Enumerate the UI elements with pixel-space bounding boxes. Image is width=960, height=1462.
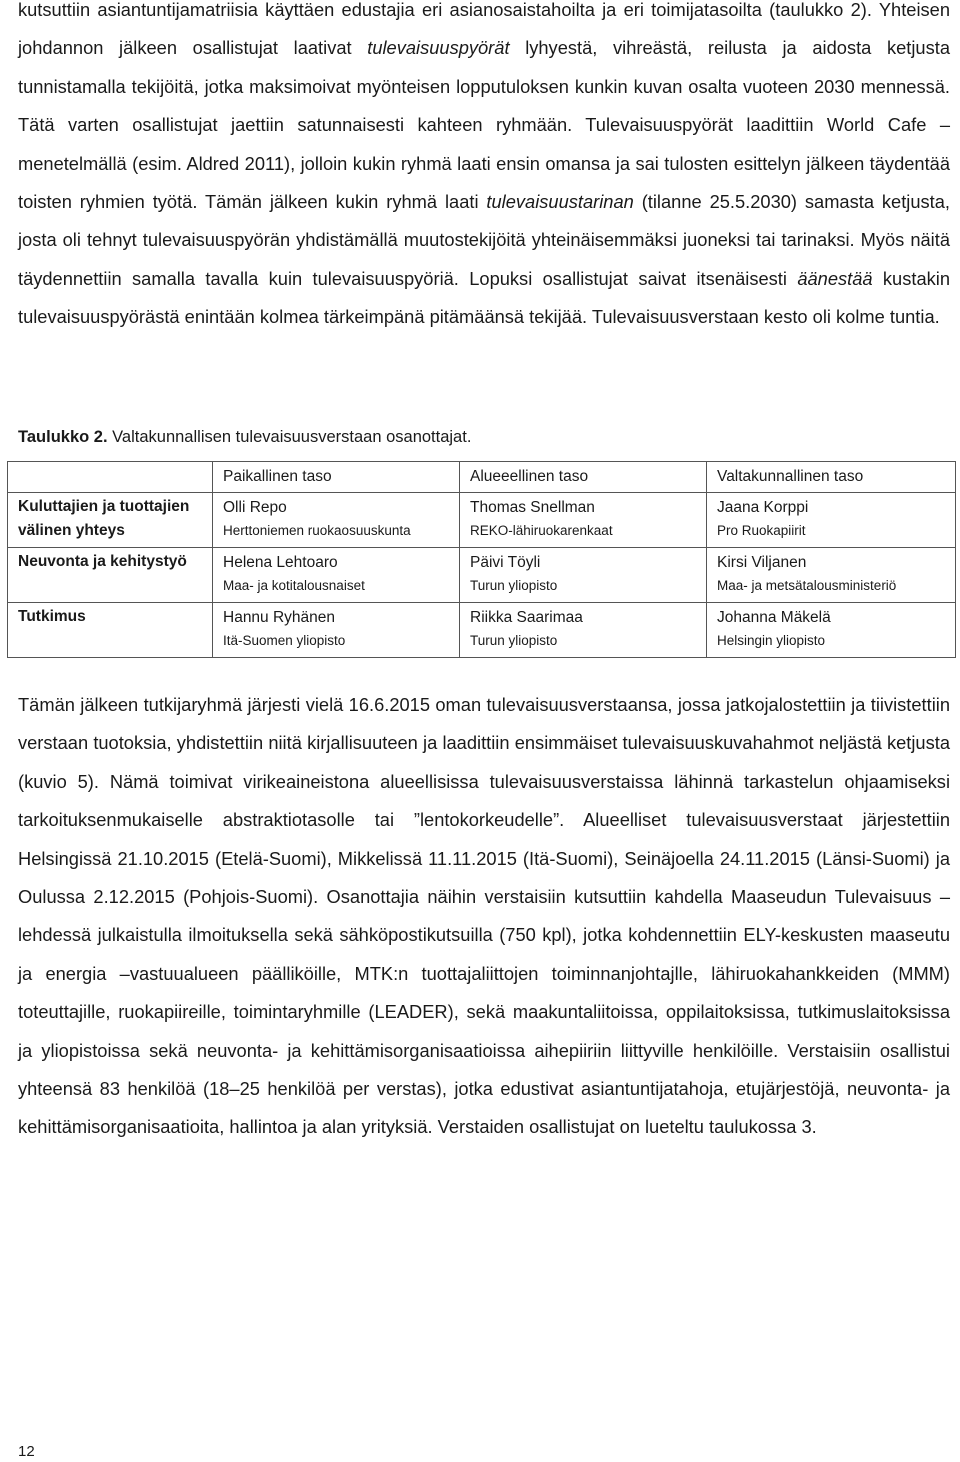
- person-name: Riikka Saarimaa: [470, 609, 583, 626]
- table-caption: [18, 425, 471, 449]
- table-cell: [707, 603, 956, 658]
- person-org: Maa- ja kotitalousnaiset: [223, 578, 365, 593]
- row-label: Neuvonta ja kehitystyö: [8, 548, 213, 603]
- page-number: 12: [18, 1443, 35, 1460]
- person-org: Pro Ruokapiirit: [717, 523, 806, 538]
- person-name: Päivi Töyli: [470, 554, 541, 571]
- table-cell: [213, 548, 460, 603]
- person-org: Helsingin yliopisto: [717, 633, 826, 648]
- intro-text-1: kutsuttiin asiantuntijamatriisia käyttäen edustajia eri asianosaistahoilta ja eri toimijatasoilta (taulukko 2). Yhteisen johdannon jälkeen osallistujat laativat: [18, 0, 950, 59]
- table-cell: [460, 548, 707, 603]
- table-cell: [213, 493, 460, 548]
- intro-text-2: lyhyestä, vihreästä, reilusta ja aidosta ketjusta tunnistamalla tekijöitä, jotka maksimoivat myönteisen lopputuloksen kunkin kuvan osalta vuoteen 2030 mennessä. Tätä varten osallistujat jaettiin satunnaisesti kahteen ryhmään. Tulevaisuuspyörät laadittiin World Cafe –menetelmällä (esim. Aldred 2011), jolloin kukin ryhmä laati ensin omansa ja sai tulosten esittelyn jälkeen täydentää toisten ryhmien työtä. Tämän jälkeen kukin ryhmä laati: [18, 37, 950, 213]
- table-row: [8, 493, 956, 548]
- intro-paragraph: [18, 0, 950, 337]
- person-name: Kirsi Viljanen: [717, 554, 807, 571]
- person-org: Herttoniemen ruokaosuuskunta: [223, 523, 411, 538]
- person-org: Turun yliopisto: [470, 578, 558, 593]
- intro-text-4: kustakin tulevaisuuspyörästä enintään kolmea tärkeimpänä pitämäänsä tekijää. Tulevaisuusverstaan kesto oli kolme tuntia.: [18, 267, 950, 328]
- person-name: Olli Repo: [223, 499, 287, 516]
- table-header-empty: [8, 462, 213, 493]
- table-header-regional: Alueeellinen taso: [460, 462, 707, 493]
- table-cell: [460, 493, 707, 548]
- intro-text-3: (tilanne 25.5.2030) samasta ketjusta, josta oli tehnyt tulevaisuuspyörän yhdistämällä muutostekijöitä yhteinäisemmäksi juoneksi tai tarinaksi. Myös näitä täydennettiin samalla tavalla kuin tulevaisuuspyöriä. Lopuksi osallistujat saivat itsenäisesti: [18, 191, 950, 289]
- person-org: REKO-lähiruokarenkaat: [470, 523, 613, 538]
- table-caption-label: Taulukko 2.: [18, 428, 108, 446]
- person-name: Helena Lehtoaro: [223, 554, 338, 571]
- person-org: Maa- ja metsätalousministeriö: [717, 578, 897, 593]
- person-name: Thomas Snellman: [470, 499, 595, 516]
- person-name: Johanna Mäkelä: [717, 609, 831, 626]
- intro-term-1: tulevaisuuspyörät: [367, 37, 510, 59]
- table-caption-text: Valtakunnallisen tulevaisuusverstaan osanottajat.: [107, 428, 472, 446]
- table-row: [8, 603, 956, 658]
- row-label: Kuluttajien ja tuottajien välinen yhteys: [8, 493, 213, 548]
- table-cell: [707, 493, 956, 548]
- person-name: Jaana Korppi: [717, 499, 809, 516]
- person-name: Hannu Ryhänen: [223, 609, 336, 626]
- row-label: Tutkimus: [8, 603, 213, 658]
- table-header-local: Paikallinen taso: [213, 462, 460, 493]
- table-header-row: [8, 462, 956, 493]
- intro-term-3: äänestää: [797, 267, 873, 289]
- participants-table: [7, 461, 956, 658]
- body-paragraph: Tämän jälkeen tutkijaryhmä järjesti vielä 16.6.2015 oman tulevaisuusverstaansa, jossa jatkojalostettiin ja tiivistettiin verstaan tuotoksia, yhdistettiin niitä kirjallisuuteen ja laadittiin ensimmäiset tulevaisuuskuvahahmot neljästä ketjusta (kuvio 5). Nämä toimivat virikeaineistona alueellisissa tulevaisuusverstaissa lähinnä tarkastelun ohjaamiseksi tarkoituksenmukaiselle abstraktiotasolle tai ”lentokorkeudelle”. Alueelliset tulevaisuusverstaat järjestettiin Helsingissä 21.10.2015 (Etelä-Suomi), Mikkelissä 11.11.2015 (Itä-Suomi), Seinäjoella 24.11.2015 (Länsi-Suomi) ja Oulussa 2.12.2015 (Pohjois-Suomi). Osanottajia näihin verstaisiin kutsuttiin kahdella Maaseudun Tulevaisuus –lehdessä julkaistulla ilmoituksella sekä sähköpostikutsuilla (750 kpl), jotka kohdennettiin ELY-keskusten maaseutu ja energia –vastuualueen päälliköille, MTK:n tuottajaliittojen toiminnanjohtajlle, lähiruokahankkeiden (MMM) toteuttajille, ruokapiireille, toimintaryhmille (LEADER), sekä maakuntaliitoissa, oppilaitoksissa, tutkimuslaitoksissa ja yliopistoissa sekä neuvonta- ja kehittämisorganisaatioissa aihepiiriin liittyville henkilöille. Verstaisiin osallistui yhteensä 83 henkilöä (18–25 henkilöä per verstas), jotka edustivat asiantuntijatahoja, etujärjestöjä, neuvonta- ja kehittämisorganisaatioita, hallintoa ja alan yrityksiä. Verstaiden osallistujat on lueteltu taulukossa 3.: [18, 694, 950, 1138]
- table-cell: [707, 548, 956, 603]
- table-cell: [460, 603, 707, 658]
- person-org: Itä-Suomen yliopisto: [223, 633, 346, 648]
- person-org: Turun yliopisto: [470, 633, 558, 648]
- table-cell: [213, 603, 460, 658]
- table-header-national: Valtakunnallinen taso: [707, 462, 956, 493]
- intro-term-2: tulevaisuustarinan: [486, 191, 634, 213]
- table-row: [8, 548, 956, 603]
